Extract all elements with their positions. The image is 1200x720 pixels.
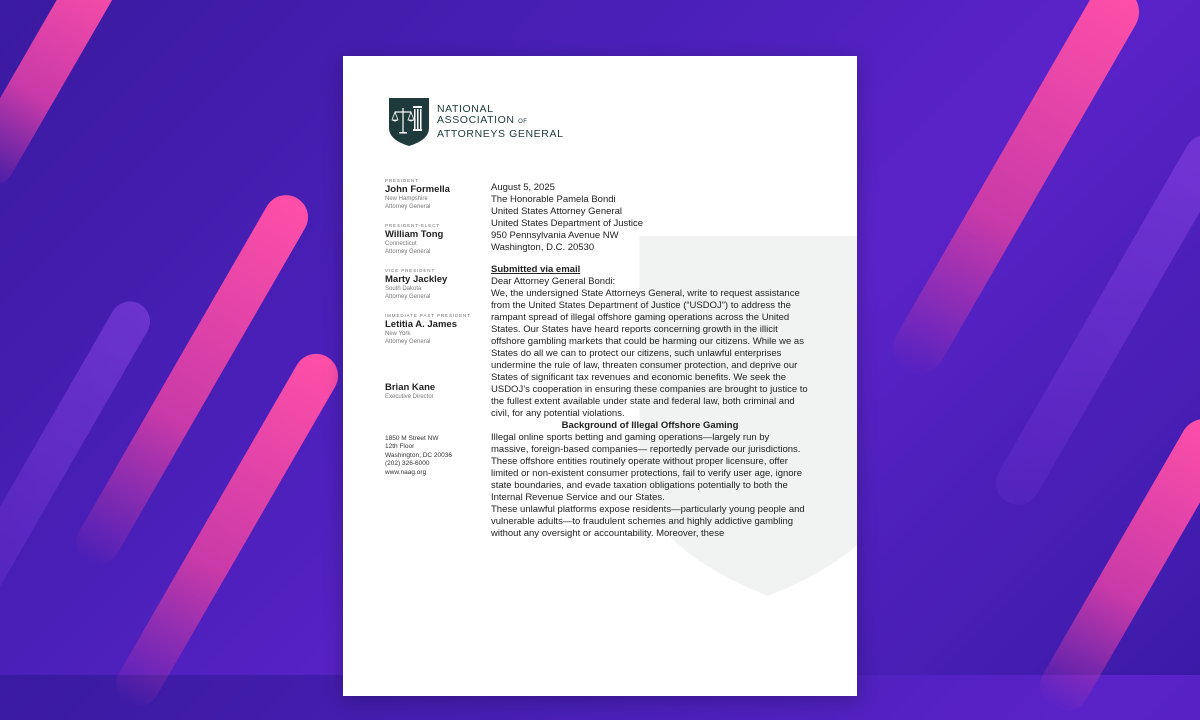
logo-wordmark: [437, 104, 564, 141]
logo-line-1: NATIONAL: [437, 102, 494, 115]
address-city: Washington, DC 20036: [385, 451, 452, 459]
address-phone: (202) 326-6000: [385, 460, 430, 467]
officer-state: South Dakota: [385, 286, 422, 292]
logo-line-2: ASSOCIATION OF: [437, 114, 528, 127]
recipient-line: The Honorable Pamela Bondi: [491, 194, 616, 205]
officer-role: PRESIDENT-ELECT: [385, 223, 441, 228]
officer-name: Marty Jackley: [385, 274, 448, 285]
officer-name: William Tong: [385, 229, 444, 240]
officer-state: New York: [385, 331, 411, 337]
officer-vice-president: [385, 268, 485, 301]
letter-body: [491, 182, 809, 540]
organization-logo: [389, 98, 564, 146]
officer-state: New Hampshire: [385, 196, 428, 202]
officer-title: Attorney General: [385, 293, 431, 300]
letterhead-sidebar: [385, 178, 485, 477]
executive-title: Executive Director: [385, 394, 434, 400]
background-stripe: [108, 346, 346, 714]
logo-line-3: ATTORNEYS GENERAL: [437, 127, 564, 140]
officer-president-elect: [385, 223, 485, 256]
officer-role: VICE PRESIDENT: [385, 268, 436, 273]
scales-of-justice-shield-icon: [389, 98, 429, 146]
submission-note: Submitted via email: [491, 264, 581, 275]
officer-name: John Formella: [385, 184, 450, 195]
office-address: [385, 435, 485, 478]
paragraph-intro: We, the undersigned State Attorneys General, write to request assistance from the United States Department of Justice (“USDOJ”) to address the rampant spread of illegal offshore gaming operations across the United States. Our States have heard reports concerning growth in the illicit offshore gambling markets that could be harming our citizens. While we as States do all we can to protect our citizens, such unlawful enterprises undermine the rule of law, threaten consumer protection, and deprive our States of significant tax revenues and economic benefits. We seek the USDOJ’s cooperation in ensuring these companies are brought to justice to the fullest extent available under state and federal law, both criminal and civil, for any potential violations.: [491, 288, 808, 419]
background-stripe: [0, 0, 130, 195]
recipient-line: Washington, D.C. 20530: [491, 242, 595, 253]
officer-title: Attorney General: [385, 338, 431, 345]
logo-of: OF: [518, 119, 528, 126]
letter-date: August 5, 2025: [491, 182, 555, 193]
paragraph-harms: These unlawful platforms expose residents—particularly young people and vulnerable adults—to fraudulent schemes and highly addictive gambling without any oversight or accountability. Moreover, these: [491, 504, 805, 539]
recipient-line: 950 Pennsylvania Avenue NW: [491, 230, 619, 241]
salutation: Dear Attorney General Bondi:: [491, 276, 616, 287]
address-website: www.naag.org: [385, 468, 427, 476]
executive-name: Brian Kane: [385, 382, 436, 393]
recipient-line: United States Attorney General: [491, 206, 622, 217]
recipient-block: [491, 194, 809, 254]
officer-title: Attorney General: [385, 248, 431, 255]
officer-name: Letitia A. James: [385, 319, 457, 330]
recipient-line: United States Department of Justice: [491, 218, 644, 229]
address-floor: 12th Floor: [385, 443, 415, 450]
executive-director: [385, 382, 485, 402]
officer-role: IMMEDIATE PAST PRESIDENT: [385, 313, 471, 318]
section-heading: Background of Illegal Offshore Gaming: [561, 420, 739, 431]
officer-state: Connecticut: [385, 241, 417, 247]
letter-page: [343, 56, 857, 696]
paragraph-background: Illegal online sports betting and gaming operations—largely run by massive, foreign-based companies— reportedly pervade our jurisdictions. These offshore entities routinely operate without proper licensure, offer limited or non-existent consumer protections, fail to verify user age, ignore state boundaries, and evade taxation obligations potentially to both the Internal Revenue Service and our States.: [491, 432, 803, 503]
officer-role: PRESIDENT: [385, 178, 419, 183]
officer-immediate-past-president: [385, 313, 485, 346]
officer-president: [385, 178, 485, 211]
address-street: 1850 M Street NW: [385, 434, 439, 442]
officer-title: Attorney General: [385, 203, 431, 210]
